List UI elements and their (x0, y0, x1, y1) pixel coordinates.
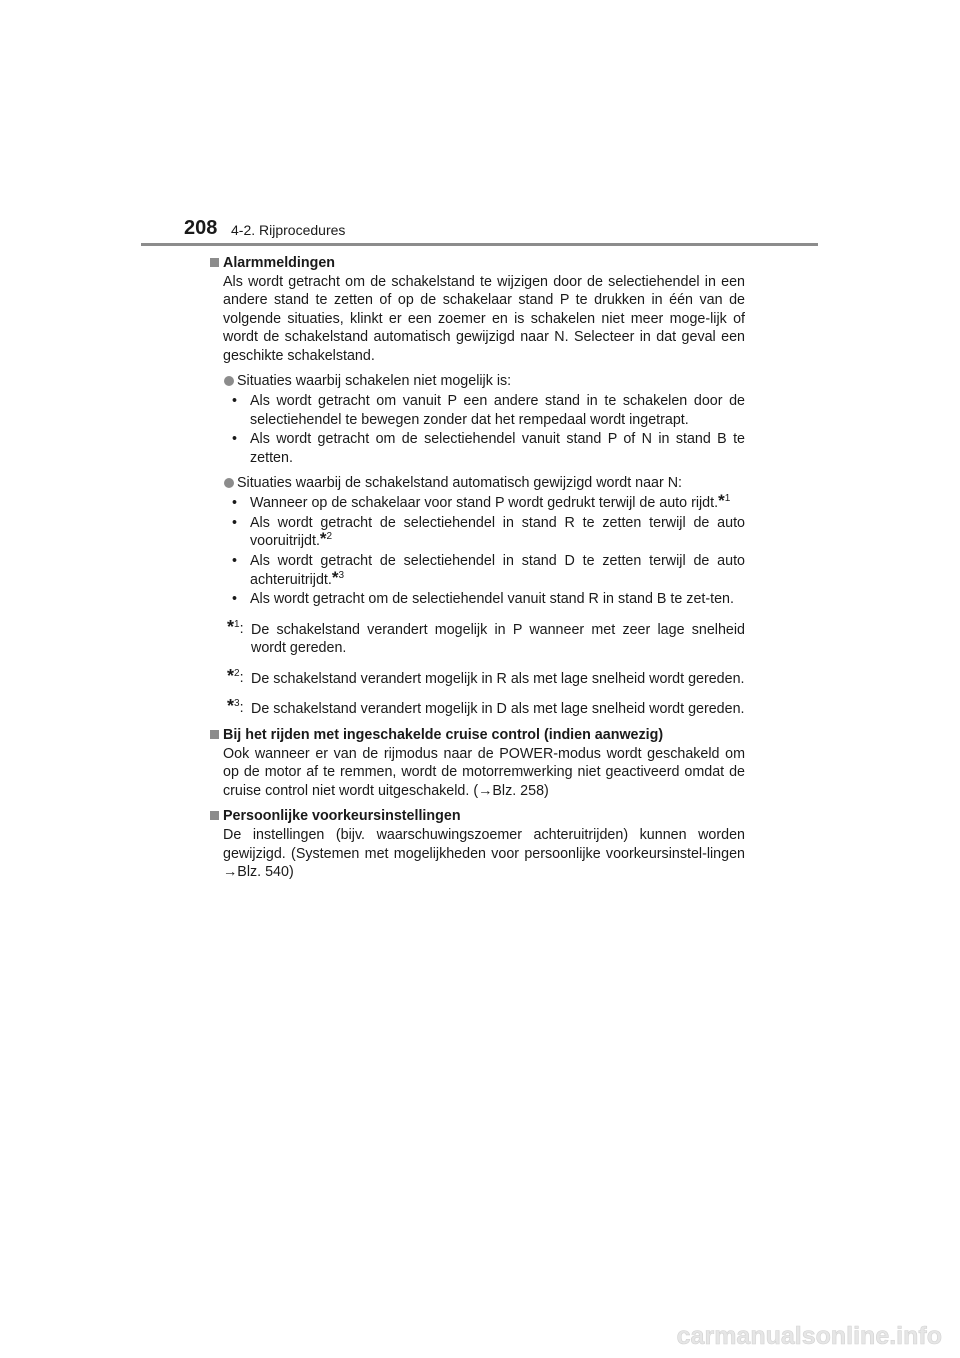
header-divider (141, 243, 818, 246)
situation-auto-neutral-list (223, 491, 745, 609)
footnote-star: * (227, 696, 235, 717)
footnote-number: 1 (234, 618, 240, 630)
footnote-colon: : (239, 669, 244, 686)
list-item (223, 590, 745, 609)
footnote-star: * (227, 665, 235, 686)
section-alarm-body: Als wordt getracht om de schakelstand te wijzigen door de selectiehendel in een andere stand te zetten of op de schakelaar stand P te drukken in één van de volgende situaties, klinkt er een zoemer en is schakelen niet meer moge-lijk of wordt de schakelstand automatisch gewijzigd naar N. Selecteer in dat geval een geschikte schakelstand. (223, 273, 745, 364)
section-personal-settings-title: Persoonlijke voorkeursinstellingen (223, 808, 461, 825)
footnote-colon: : (239, 620, 244, 637)
watermark-logo (616, 1318, 946, 1352)
square-bullet-icon (210, 811, 219, 820)
list-item-text: Wanneer op de schakelaar voor stand P wordt gedrukt terwijl de auto rijdt. (250, 495, 719, 512)
square-bullet-icon (210, 730, 219, 739)
bullet-icon: • (232, 591, 238, 608)
footnote-3 (223, 696, 745, 719)
footnote-label (227, 616, 244, 638)
situation-no-shift (223, 372, 745, 391)
section-cruise-control-body: Ook wanneer er van de rijmodus naar de POWER-modus wordt geschakeld om op de motor af te remmen, wordt de motorremwerking niet geactiveerd omdat de cruise control niet wordt uitgeschakeld. (→Blz. 258) (223, 745, 745, 799)
list-item (223, 491, 745, 513)
footnote-star: * (331, 567, 339, 587)
footnote-text: De schakelstand verandert mogelijk in D als met lage snelheid wordt gereden. (251, 701, 745, 718)
footnote-ref-2: 2 (326, 531, 333, 543)
footnote-2 (223, 665, 745, 689)
footnote-star: * (227, 616, 235, 637)
situation-auto-neutral-title: Situaties waarbij de schakelstand automatisch gewijzigd wordt naar N: (237, 474, 683, 491)
section-cruise-control-title: Bij het rijden met ingeschakelde cruise control (indien aanwezig) (223, 727, 664, 744)
page-number: 208 (184, 217, 218, 239)
footnote-colon: : (239, 700, 244, 717)
circle-bullet-icon (224, 376, 234, 386)
list-item-text: Als wordt getracht de selectiehendel in stand R te zetten terwijl de auto vooruitrijdt. (250, 514, 745, 550)
page-content (209, 254, 745, 889)
list-item (223, 552, 745, 589)
section-personal-settings-body: De instellingen (bijv. waarschuwingszoemer achteruitrijden) kunnen worden gewijzigd. (Systemen met mogelijkheden voor persoonlijke voorkeursinstel-lingen →Blz. 540) (223, 827, 745, 881)
situation-no-shift-list (223, 392, 745, 467)
footnote-number: 2 (234, 667, 240, 679)
footnote-text: De schakelstand verandert mogelijk in R als met lage snelheid wordt gereden. (251, 670, 745, 687)
page-header (0, 0, 960, 250)
footnote-ref-1: 1 (724, 493, 731, 505)
list-item (223, 392, 745, 429)
footnote-ref-3: 3 (338, 569, 345, 581)
situation-no-shift-title: Situaties waarbij schakelen niet mogelijk is: (237, 372, 512, 389)
footnote-star: * (718, 491, 725, 511)
footnote-label (227, 695, 244, 717)
list-item (223, 514, 745, 551)
section-alarm-title: Alarmmeldingen (223, 255, 336, 271)
bullet-icon: • (232, 495, 238, 512)
bullet-icon: • (232, 393, 238, 410)
footnote-star: * (319, 529, 327, 549)
list-item-text: Als wordt getracht de selectiehendel in stand D te zetten terwijl de auto achteruitrijdt. (250, 552, 745, 588)
footnote-label (227, 665, 244, 687)
section-title: 4-2. Rijprocedures (231, 222, 346, 238)
list-item (223, 430, 745, 467)
section-personal-settings (209, 807, 745, 881)
situation-auto-neutral (223, 474, 745, 493)
bullet-icon: • (232, 514, 238, 531)
section-alarm (209, 254, 745, 719)
section-cruise-control (209, 726, 745, 800)
footnote-number: 3 (234, 698, 240, 710)
footnote-text: De schakelstand verandert mogelijk in P wanneer met zeer lage snelheid wordt gereden. (251, 621, 745, 657)
bullet-icon: • (232, 431, 238, 448)
watermark-text: carmanualsonline.info (676, 1322, 942, 1350)
square-bullet-icon (210, 258, 219, 267)
list-item-text: Als wordt getracht om vanuit P een andere stand in te schakelen door de selectiehendel te bewegen zonder dat het rempedaal wordt ingetrapt. (250, 393, 745, 428)
circle-bullet-icon (224, 478, 234, 488)
bullet-icon: • (232, 552, 238, 569)
footnote-1 (223, 616, 745, 658)
list-item-text: Als wordt getracht om de selectiehendel vanuit stand R in stand B te zet-ten. (250, 591, 734, 608)
list-item-text: Als wordt getracht om de selectiehendel vanuit stand P of N in stand B te zetten. (250, 431, 745, 466)
